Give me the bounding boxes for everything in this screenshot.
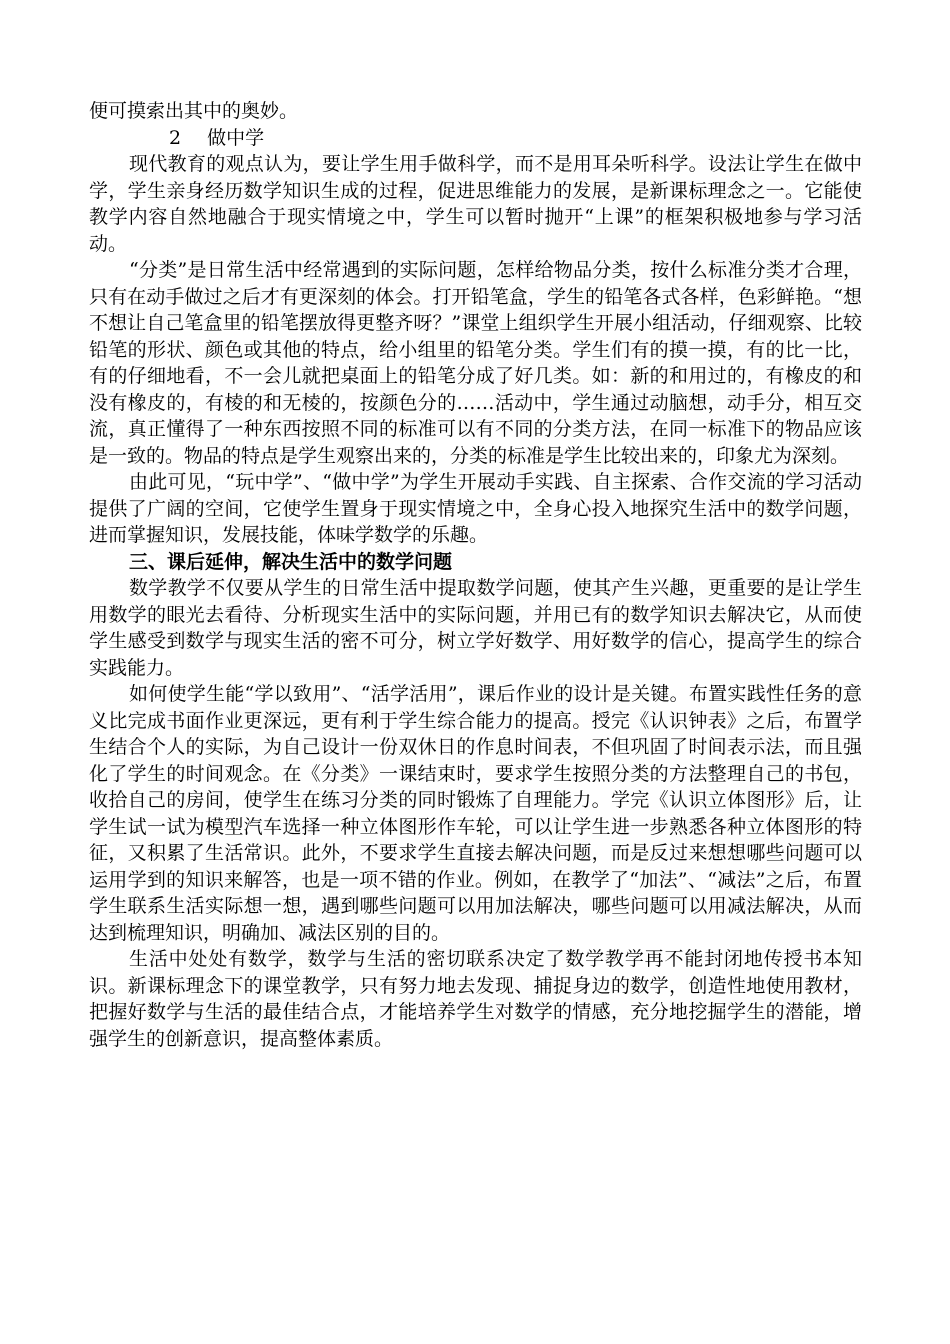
paragraph-modern-education: 现代教育的观点认为，要让学生用手做科学，而不是用耳朵听科学。设法让学生在做中学，学生亲身经历数学知识生成的过程，促进思维能力的发展，是新课标理念之一。它能使教学内容自然地融合于现实情境之中，学生可以暂时抛开“上课”的框架积极地参与学习活动。 bbox=[89, 153, 862, 255]
paragraph-conclusion: 由此可见，“玩中学”、“做中学”为学生开展动手实践、自主探索、合作交流的学习活动提供了广阔的空间，它使学生置身于现实情境之中，全身心投入地探究生活中的数学问题，进而掌握知识，发展技能，体味学数学的乐趣。 bbox=[89, 471, 862, 546]
paragraph-continuation: 便可摸索出其中的奥妙。 bbox=[89, 100, 299, 122]
subheading-number: 2 bbox=[169, 126, 182, 149]
paragraph-final-summary: 生活中处处有数学，数学与生活的密切联系决定了数学教学再不能封闭地传授书本知识。新课标理念下的课堂教学，只有努力地去发现、捕捉身边的数学，创造性地使用教材，把握好数学与生活的最佳结合点，才能培养学生对数学的情感，充分地挖掘学生的潜能，增强学生的创新意识，提高整体素质。 bbox=[89, 948, 862, 1050]
paragraph-classification: “分类”是日常生活中经常遇到的实际问题，怎样给物品分类，按什么标准分类才合理，只有在动手做过之后才有更深刻的体会。打开铅笔盒，学生的铅笔各式各样，色彩鲜艳。“想不想让自己笔盒里的铅笔摆放得更整齐呀？”课堂上组织学生开展小组活动，仔细观察、比较铅笔的形状、颜色或其他的特点，给小组里的铅笔分类。学生们有的摸一摸，有的比一比，有的仔细地看，不一会儿就把桌面上的铅笔分成了好几类。如：新的和用过的，有橡皮的和没有橡皮的，有棱的和无棱的，按颜色分的……活动中，学生通过动脑想，动手分，相互交流，真正懂得了一种东西按照不同的标准可以有不同的分类方法，在同一标准下的物品应该是一致的。物品的特点是学生观察出来的，分类的标准是学生比较出来的，印象尤为深刻。 bbox=[89, 259, 862, 467]
subheading-title: 做中学 bbox=[207, 126, 265, 149]
subheading-learning-by-doing bbox=[89, 125, 862, 152]
paragraph-homework-design: 如何使学生能“学以致用”、“活学活用”，课后作业的设计是关键。布置实践性任务的意义比完成书面作业更深远，更有利于学生综合能力的提高。授完《认识钟表》之后，布置学生结合个人的实际，为自己设计一份双休日的作息时间表，不但巩固了时间表示法，而且强化了学生的时间观念。在《分类》一课结束时，要求学生按照分类的方法整理自己的书包，收拾自己的房间，使学生在练习分类的同时锻炼了自理能力。学完《认识立体图形》后，让学生试一试为模型汽车选择一种立体图形作车轮，可以让学生进一步熟悉各种立体图形的特征，又积累了生活常识。此外，不要求学生直接去解决问题，而是反过来想想哪些问题可以运用学到的知识来解答，也是一项不错的作业。例如，在教学了“加法”、“减法”之后，布置学生联系生活实际想一想，遇到哪些问题可以用加法解决，哪些问题可以用减法解决，从而达到梳理知识，明确加、减法区别的目的。 bbox=[89, 683, 862, 944]
section-heading-3: 三、课后延伸，解决生活中的数学问题 bbox=[129, 550, 453, 573]
document-page bbox=[89, 98, 862, 1052]
paragraph-math-teaching: 数学教学不仅要从学生的日常生活中提取数学问题，使其产生兴趣，更重要的是让学生用数学的眼光去看待、分析现实生活中的实际问题，并用已有的数学知识去解决它，从而使学生感受到数学与现实生活的密不可分，树立学好数学、用好数学的信心，提高学生的综合实践能力。 bbox=[89, 577, 862, 679]
